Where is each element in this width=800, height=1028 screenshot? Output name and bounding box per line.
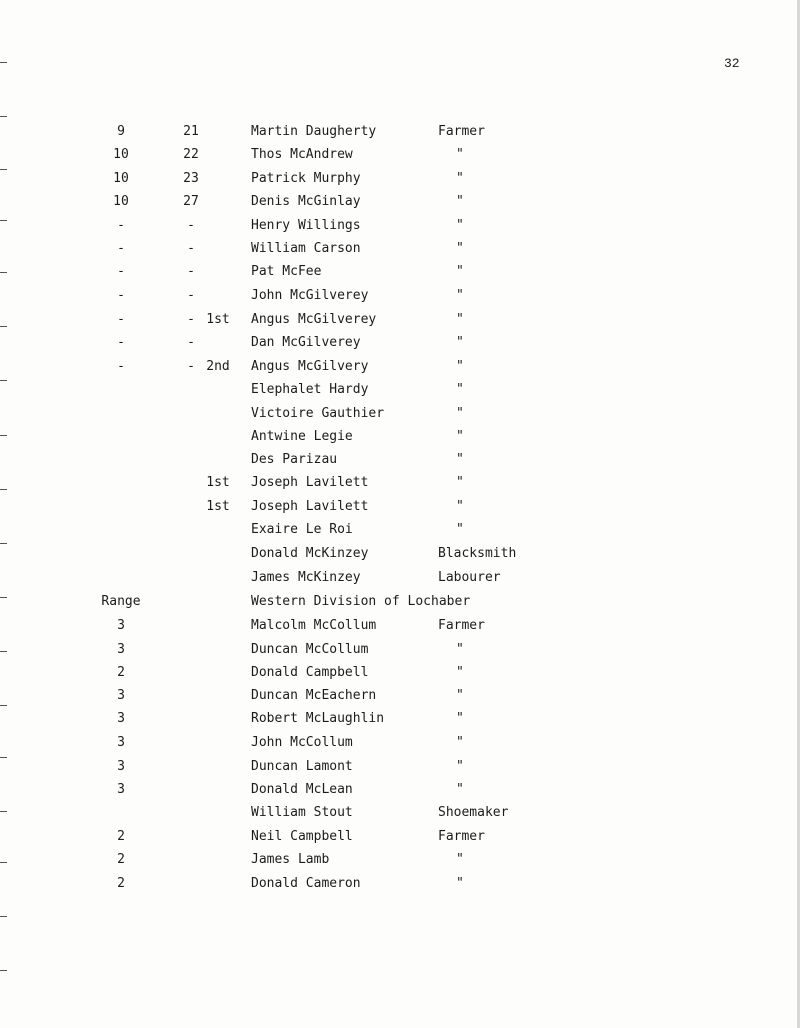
occupation: Farmer — [438, 124, 485, 139]
person-name: Malcolm McCollum — [251, 618, 377, 633]
person-name: William Carson — [251, 241, 361, 256]
range-or-lot-number: - — [117, 241, 125, 256]
person-name: Pat McFee — [251, 264, 322, 279]
list-item — [0, 850, 800, 870]
range-or-lot-number: - — [117, 218, 125, 233]
occupation: " — [456, 406, 464, 421]
occupation: " — [456, 759, 464, 774]
occupation: Shoemaker — [438, 805, 509, 820]
occupation: " — [456, 335, 464, 350]
list-item — [0, 333, 800, 353]
person-name: Henry Willings — [251, 218, 361, 233]
list-item — [0, 544, 800, 564]
person-name: Thos McAndrew — [251, 147, 353, 162]
occupation: " — [456, 452, 464, 467]
range-or-lot-number: 3 — [117, 642, 125, 657]
name-qualifier: 1st — [206, 312, 230, 327]
list-item — [0, 192, 800, 212]
person-name: Angus McGilvery — [251, 359, 369, 374]
list-item — [0, 803, 800, 823]
person-name: Donald McLean — [251, 782, 353, 797]
occupation: " — [456, 147, 464, 162]
list-item — [0, 874, 800, 894]
occupation: " — [456, 429, 464, 444]
range-or-lot-number: 3 — [117, 688, 125, 703]
list-item — [0, 404, 800, 424]
list-item — [0, 145, 800, 165]
range-or-lot-number: - — [117, 335, 125, 350]
page-number: 32 — [724, 56, 740, 71]
list-item — [0, 686, 800, 706]
occupation: " — [456, 171, 464, 186]
range-or-lot-number: 2 — [117, 829, 125, 844]
concession-number: 22 — [183, 147, 199, 162]
occupation: " — [456, 782, 464, 797]
range-or-lot-number: - — [117, 359, 125, 374]
occupation: " — [456, 688, 464, 703]
list-item — [0, 520, 800, 540]
occupation: " — [456, 711, 464, 726]
list-item — [0, 310, 800, 330]
range-or-lot-number: 3 — [117, 735, 125, 750]
occupation: " — [456, 522, 464, 537]
concession-number: 23 — [183, 171, 199, 186]
occupation: " — [456, 475, 464, 490]
person-name: John McCollum — [251, 735, 353, 750]
occupation: " — [456, 288, 464, 303]
list-item — [0, 640, 800, 660]
range-or-lot-number: 2 — [117, 852, 125, 867]
person-name: James Lamb — [251, 852, 330, 867]
occupation: " — [456, 264, 464, 279]
concession-number: - — [187, 288, 195, 303]
range-or-lot-number: 2 — [117, 665, 125, 680]
range-or-lot-number: 10 — [113, 147, 129, 162]
person-name: James McKinzey — [251, 570, 361, 585]
range-or-lot-number: 10 — [113, 194, 129, 209]
list-item — [0, 827, 800, 847]
list-item — [0, 286, 800, 306]
person-name: Martin Daugherty — [251, 124, 377, 139]
person-name: Antwine Legie — [251, 429, 353, 444]
occupation: " — [456, 359, 464, 374]
list-item — [0, 450, 800, 470]
occupation: " — [456, 852, 464, 867]
person-name: Denis McGinlay — [251, 194, 361, 209]
range-or-lot-number: 3 — [117, 759, 125, 774]
list-item — [0, 497, 800, 517]
name-qualifier: 2nd — [206, 359, 230, 374]
concession-number: - — [187, 241, 195, 256]
occupation: " — [456, 735, 464, 750]
occupation: " — [456, 876, 464, 891]
list-item — [0, 616, 800, 636]
concession-number: - — [187, 359, 195, 374]
list-item — [0, 380, 800, 400]
list-item — [0, 262, 800, 282]
person-name: Elephalet Hardy — [251, 382, 369, 397]
range-or-lot-number: - — [117, 264, 125, 279]
person-name: Joseph Lavilett — [251, 475, 369, 490]
person-name: Joseph Lavilett — [251, 499, 369, 514]
person-name: William Stout — [251, 805, 353, 820]
person-name: Neil Campbell — [251, 829, 353, 844]
name-qualifier: 1st — [206, 475, 230, 490]
range-or-lot-number: - — [117, 288, 125, 303]
occupation: Labourer — [438, 570, 501, 585]
list-item — [0, 780, 800, 800]
occupation: " — [456, 241, 464, 256]
person-name: Duncan Lamont — [251, 759, 353, 774]
list-item — [0, 663, 800, 683]
person-name: Exaire Le Roi — [251, 522, 353, 537]
person-name: Angus McGilverey — [251, 312, 377, 327]
range-or-lot-number: 9 — [117, 124, 125, 139]
range-or-lot-number: - — [117, 312, 125, 327]
person-name: Des Parizau — [251, 452, 338, 467]
person-name: Dan McGilverey — [251, 335, 361, 350]
occupation: " — [456, 218, 464, 233]
list-item — [0, 122, 800, 142]
range-or-lot-number: 3 — [117, 618, 125, 633]
list-item — [0, 473, 800, 493]
person-name: Western Division of Lochaber — [251, 594, 471, 609]
concession-number: - — [187, 312, 195, 327]
person-name: Robert McLaughlin — [251, 711, 385, 726]
person-name: Donald Campbell — [251, 665, 369, 680]
concession-number: - — [187, 335, 195, 350]
concession-number: 21 — [183, 124, 199, 139]
list-item — [0, 568, 800, 588]
concession-number: 27 — [183, 194, 199, 209]
person-name: Patrick Murphy — [251, 171, 361, 186]
range-or-lot-number: 10 — [113, 171, 129, 186]
person-name: Donald McKinzey — [251, 546, 369, 561]
person-name: Duncan McEachern — [251, 688, 377, 703]
range-or-lot-number: Range — [101, 594, 141, 609]
range-or-lot-number: 3 — [117, 782, 125, 797]
list-item — [0, 709, 800, 729]
occupation: Farmer — [438, 618, 485, 633]
person-name: Victoire Gauthier — [251, 406, 385, 421]
list-item — [0, 169, 800, 189]
list-item — [0, 733, 800, 753]
person-name: Duncan McCollum — [251, 642, 369, 657]
occupation: " — [456, 665, 464, 680]
occupation: " — [456, 312, 464, 327]
concession-number: - — [187, 218, 195, 233]
occupation: " — [456, 382, 464, 397]
person-name: John McGilverey — [251, 288, 369, 303]
list-item — [0, 216, 800, 236]
list-item — [0, 357, 800, 377]
range-or-lot-number: 2 — [117, 876, 125, 891]
name-qualifier: 1st — [206, 499, 230, 514]
occupation: Farmer — [438, 829, 485, 844]
list-item — [0, 239, 800, 259]
occupation: " — [456, 642, 464, 657]
person-name: Donald Cameron — [251, 876, 361, 891]
list-item — [0, 757, 800, 777]
occupation: " — [456, 194, 464, 209]
range-or-lot-number: 3 — [117, 711, 125, 726]
occupation: Blacksmith — [438, 546, 517, 561]
list-item — [0, 427, 800, 447]
concession-number: - — [187, 264, 195, 279]
list-item — [0, 592, 800, 612]
occupation: " — [456, 499, 464, 514]
